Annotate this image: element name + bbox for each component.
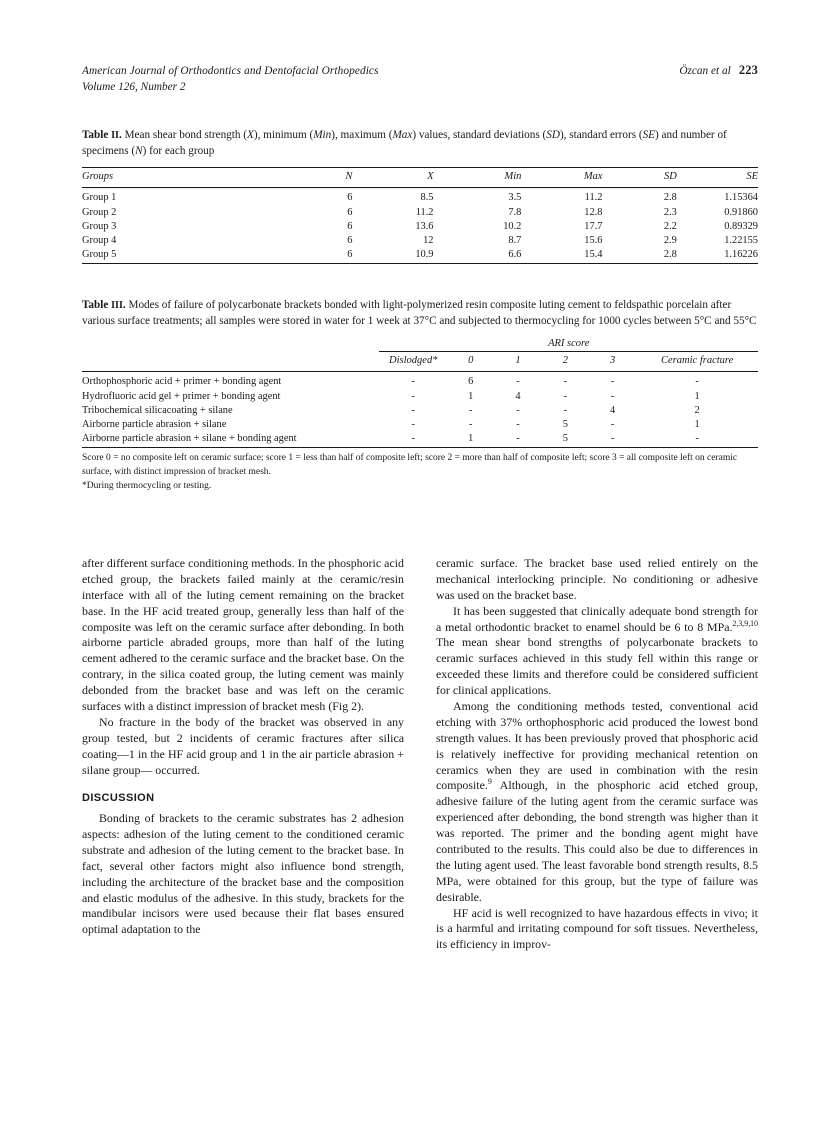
- citation-reference: 2,3,9,10: [732, 618, 758, 628]
- cell-n: 6: [347, 220, 353, 232]
- volume-issue: Volume 126, Number 2: [82, 80, 186, 93]
- cell-x: 8.5: [420, 192, 434, 204]
- cell-ari-1: -: [516, 404, 520, 416]
- table-row: [82, 219, 758, 233]
- cell-se: 1.22155: [724, 234, 758, 246]
- running-head-right: [679, 62, 758, 80]
- cell-min: 8.7: [508, 234, 522, 246]
- cell-treatment: Airborne particle abrasion + silane: [82, 418, 227, 430]
- cell-treatment: Hydrofluoric acid gel + primer + bonding agent: [82, 390, 281, 402]
- cell-ceramic-fracture: -: [695, 376, 699, 388]
- table-2-col-max: Max: [583, 170, 603, 182]
- table-2-block: [82, 128, 758, 264]
- table-row: [82, 205, 758, 219]
- table-row: [82, 389, 758, 403]
- table-3-body: [82, 371, 758, 447]
- table-row: [82, 431, 758, 447]
- cell-ari-2: -: [563, 376, 568, 388]
- cell-ari-3: -: [610, 376, 615, 388]
- table-2-caption-text: Mean shear bond strength (X), minimum (Min), maximum (Max) values, standard deviations (SD), standard errors (SE) and number of specimens (N) for each group: [82, 129, 727, 157]
- paragraph-with-citation: [436, 699, 758, 906]
- table-row: [82, 247, 758, 263]
- table-3-header-row: [82, 351, 758, 371]
- cell-x: 12: [423, 234, 434, 246]
- cell-n: 6: [347, 206, 353, 218]
- section-heading-discussion: DISCUSSION: [82, 792, 155, 805]
- paragraph: Bonding of brackets to the ceramic substrates has 2 adhesion aspects: adhesion of the luting cement to the conditioned ceramic substrate and adhesion of the luting cement to the bracket base. In fact, several other factors might also influence bond strength, including the architecture of the bracket base and the composition and elastic modulus of the adhesive. In this study, brackets for the mandibular incisors were used because their flat bases ensured optimal adaptation to the: [82, 811, 404, 937]
- cell-sd: 2.3: [663, 206, 677, 218]
- table-3-span-row: [82, 337, 758, 352]
- cell-ari-2: -: [563, 404, 568, 416]
- cell-ari-2: 5: [562, 418, 568, 430]
- paragraph-text-a: It has been suggested that clinically adequate bond strength for a metal orthodontic bracket to enamel should be 6 to 8 MPa.: [436, 603, 758, 634]
- cell-ari-2: -: [563, 390, 568, 402]
- paragraph: No fracture in the body of the bracket was observed in any group tested, but 2 incidents of ceramic fractures after silica coating—1 in the HF acid group and 1 in the air particle abrasion + silane group— occurred.: [82, 714, 404, 777]
- paragraph-text-b: Although, in the phosphoric acid etched group, adhesive failure of the luting agent from the ceramic surface was experienced after debonding, the bond strength was higher than it was reported. The primer and the bonding agent might have contributed to the results. This could also be due to differences in the luting agent used. The least favorable bond strength results, 8.5 MPa, were obtained for this group, but the type of failure was desirable.: [436, 778, 758, 904]
- span-spacer: [82, 337, 379, 352]
- cell-ari-0: 1: [468, 433, 474, 445]
- paragraph: ceramic surface. The bracket base used relied entirely on the mechanical interlocking principle. No conditioning or adhesive was used on the bracket base.: [436, 556, 758, 602]
- cell-dislodged: -: [411, 390, 415, 402]
- table-3-col-0: 0: [468, 354, 474, 366]
- cell-ari-0: 1: [468, 390, 474, 402]
- cell-ari-3: 4: [610, 404, 616, 416]
- table-3-note-scores: Score 0 = no composite left on ceramic surface; score 1 = less than half of composite left; score 2 = more than half of composite left; score 3 = all composite left on ceramic surface, with distinct impression of bracket mesh.: [82, 453, 738, 477]
- cell-max: 15.4: [584, 249, 603, 261]
- cell-ari-3: -: [610, 390, 615, 402]
- cell-se: 1.15364: [724, 192, 758, 204]
- table-2: [82, 167, 758, 264]
- table-2-col-se: SE: [746, 170, 758, 182]
- cell-ari-0: -: [468, 418, 473, 430]
- cell-group: Group 1: [82, 192, 117, 204]
- table-2-label: Table II.: [82, 129, 122, 141]
- table-2-caption: [82, 128, 758, 160]
- paragraph: HF acid is well recognized to have hazardous effects in vivo; it is a harmful and irritating compound for soft tissues. Nevertheless, its efficiency in improv-: [436, 905, 758, 952]
- body-text: [82, 556, 758, 953]
- table-row: [82, 233, 758, 247]
- cell-se: 0.91860: [724, 206, 758, 218]
- running-head: [82, 62, 758, 93]
- cell-ari-1: -: [516, 418, 520, 430]
- table-3-col-1: 1: [515, 354, 521, 366]
- cell-group: Group 5: [82, 249, 117, 261]
- cell-sd: 2.8: [663, 249, 677, 261]
- cell-ari-3: -: [610, 433, 615, 445]
- cell-ari-0: 6: [468, 376, 474, 388]
- paragraph-text-a: Among the conditioning methods tested, conventional acid etching with 37% orthophosphoric acid produced the lowest bond strength values. It has been previously proved that phosphoric acid is relatively ineffective for providing mechanical retention on ceramics when they are used in combination with the resin composite.: [436, 699, 758, 793]
- table-3-col-ceramic-fracture: Ceramic fracture: [661, 354, 734, 366]
- paragraph-with-citation: [436, 604, 758, 699]
- citation-reference: 9: [487, 777, 492, 787]
- table-3-block: [82, 298, 758, 493]
- cell-dislodged: -: [411, 404, 415, 416]
- cell-ceramic-fracture: -: [695, 433, 699, 445]
- table-3-notes: [82, 452, 758, 493]
- paragraph: after different surface conditioning methods. In the phosphoric acid etched group, the brackets failed mainly at the ceramic/resin interface with all of the luting cement remaining on the bracket base. In the HF acid treated group, generally less than half of the composite was left on the ceramic surface after debonding. In both airborne particle abraded groups, more than half of the luting cement adhered to the ceramic surface and the bracket base. On the contrary, in the silica coated group, the luting cement was mainly debonded from the bracket base and was left on the ceramic surfaces with a distinct impression of bracket mesh (Fig 2).: [82, 556, 404, 714]
- table-3-caption-text: Modes of failure of polycarbonate brackets bonded with light-polymerized resin composite luting cement to feldspathic porcelain after various surface treatments; all samples were stored in water for 1 week at 37°C and subjected to thermocycling for 1000 cycles between 5°C and 55°C: [82, 299, 757, 327]
- cell-ari-1: -: [516, 376, 520, 388]
- table-2-body: [82, 187, 758, 263]
- cell-se: 1.16226: [724, 249, 758, 261]
- table-row: [82, 403, 758, 417]
- cell-ceramic-fracture: 1: [694, 418, 700, 430]
- cell-x: 10.9: [415, 249, 434, 261]
- table-3-label: Table III.: [82, 299, 126, 311]
- paragraph-text-b: The mean shear bond strengths of polycarbonate brackets to ceramic surfaces achieved in this study fell within this range or exceeded these limits and therefore could be considered sufficient for clinical applications.: [436, 635, 758, 698]
- table-3-caption: [82, 298, 758, 330]
- cell-ari-1: -: [516, 433, 520, 445]
- cell-min: 10.2: [503, 220, 522, 232]
- left-column: [82, 556, 404, 953]
- cell-n: 6: [347, 249, 353, 261]
- cell-ari-1: 4: [515, 390, 521, 402]
- table-2-col-groups: Groups: [82, 170, 114, 182]
- cell-min: 6.6: [508, 249, 522, 261]
- table-2-col-min: Min: [504, 170, 522, 182]
- table-3-span-header: ARI score: [379, 337, 758, 352]
- right-column: [436, 556, 758, 953]
- table-3-col-2: 2: [562, 354, 568, 366]
- cell-n: 6: [347, 234, 353, 246]
- cell-max: 11.2: [584, 192, 603, 204]
- cell-ari-2: 5: [562, 433, 568, 445]
- cell-treatment: Tribochemical silicacoating + silane: [82, 404, 233, 416]
- table-3: [82, 337, 758, 448]
- table-3-col-blank: [82, 351, 379, 371]
- table-3-note-asterisk: *During thermocycling or testing.: [82, 480, 212, 491]
- table-row: [82, 371, 758, 389]
- table-2-col-n: N: [345, 170, 353, 182]
- table-2-col-x: X: [427, 170, 434, 182]
- cell-ari-3: -: [610, 418, 615, 430]
- cell-group: Group 2: [82, 206, 117, 218]
- table-3-col-3: 3: [610, 354, 616, 366]
- page-number: 223: [738, 63, 758, 77]
- cell-ari-0: -: [468, 404, 473, 416]
- cell-min: 3.5: [508, 192, 522, 204]
- author-citation: Özcan et al: [679, 65, 731, 77]
- cell-group: Group 4: [82, 234, 117, 246]
- cell-sd: 2.8: [663, 192, 677, 204]
- table-3-col-dislodged: Dislodged*: [389, 354, 438, 366]
- cell-treatment: Orthophosphoric acid + primer + bonding agent: [82, 376, 282, 388]
- table-row: [82, 187, 758, 205]
- cell-sd: 2.2: [663, 220, 677, 232]
- journal-title: American Journal of Orthodontics and Dentofacial Orthopedics: [82, 65, 379, 77]
- cell-se: 0.89329: [724, 220, 758, 232]
- cell-dislodged: -: [411, 376, 415, 388]
- table-2-col-sd: SD: [664, 170, 677, 182]
- cell-n: 6: [347, 192, 353, 204]
- cell-x: 13.6: [415, 220, 434, 232]
- cell-group: Group 3: [82, 220, 117, 232]
- cell-max: 15.6: [584, 234, 603, 246]
- cell-sd: 2.9: [663, 234, 677, 246]
- cell-max: 17.7: [584, 220, 603, 232]
- table-row: [82, 417, 758, 431]
- cell-dislodged: -: [411, 418, 415, 430]
- cell-treatment: Airborne particle abrasion + silane + bonding agent: [82, 433, 297, 445]
- cell-ceramic-fracture: 1: [694, 390, 700, 402]
- cell-min: 7.8: [508, 206, 522, 218]
- cell-max: 12.8: [584, 206, 603, 218]
- cell-ceramic-fracture: 2: [694, 404, 700, 416]
- cell-x: 11.2: [415, 206, 434, 218]
- cell-dislodged: -: [411, 433, 415, 445]
